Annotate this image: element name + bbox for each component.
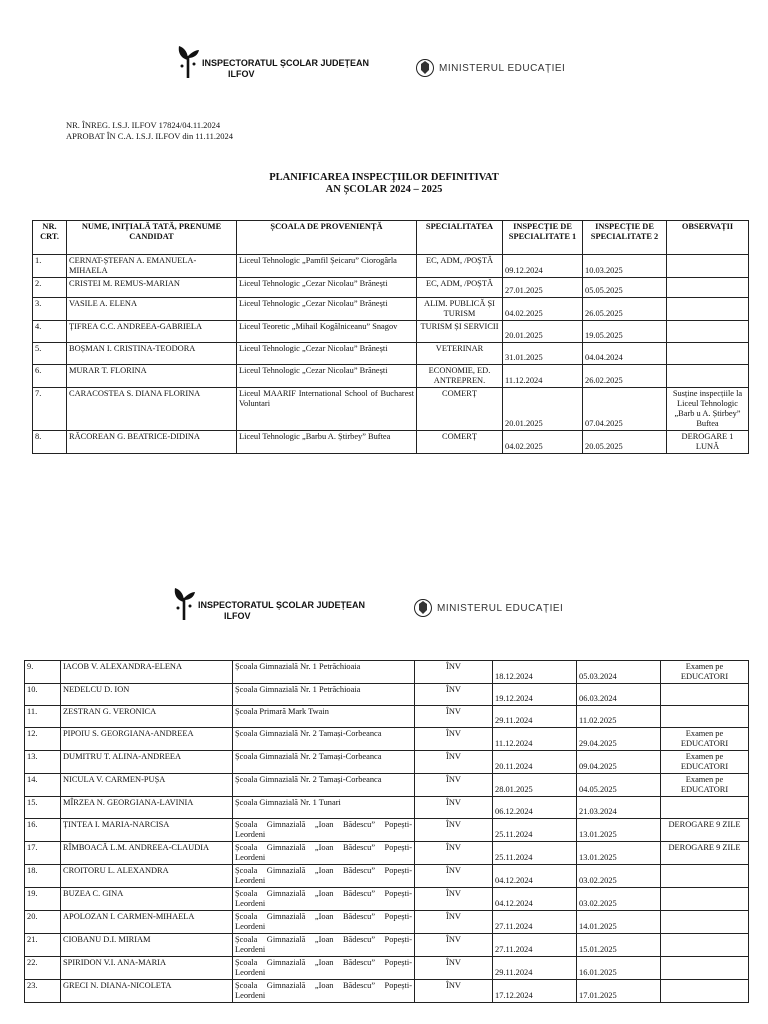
- cell-inspection-2-date: 16.01.2025: [577, 957, 661, 980]
- cell-specialty: ÎNV: [415, 706, 493, 728]
- inspectorate-county: ILFOV: [224, 611, 251, 621]
- cell-observations: [667, 321, 749, 343]
- cell-observations: DEROGARE 1 LUNĂ: [667, 431, 749, 454]
- document-meta: [66, 120, 233, 142]
- cell-inspection-1-date: 31.01.2025: [503, 343, 583, 365]
- inspectorate-logo-page-2: [172, 586, 365, 622]
- cell-inspection-1-date: 19.12.2024: [493, 684, 577, 706]
- cell-candidate-name: CIOBANU D.I. MIRIAM: [61, 934, 233, 957]
- table-row: [33, 321, 749, 343]
- cell-inspection-1-date: 04.12.2024: [493, 888, 577, 911]
- cell-specialty: COMERȚ: [417, 431, 503, 454]
- cell-specialty: ÎNV: [415, 888, 493, 911]
- cell-candidate-name: MÎRZEA N. GEORGIANA-LAVINIA: [61, 797, 233, 819]
- cell-specialty: ÎNV: [415, 819, 493, 842]
- cell-nr: 9.: [25, 661, 61, 684]
- cell-observations: [661, 706, 749, 728]
- cell-specialty: ÎNV: [415, 774, 493, 797]
- cell-specialty: EC, ADM, /POȘTĂ: [417, 255, 503, 278]
- header-inspection-1: INSPECȚIE DE SPECIALITATE 1: [503, 221, 583, 255]
- cell-inspection-2-date: 04.05.2025: [577, 774, 661, 797]
- cell-nr: 18.: [25, 865, 61, 888]
- cell-inspection-2-date: 10.03.2025: [583, 255, 667, 278]
- cell-candidate-name: RÎMBOACĂ L.M. ANDREEA-CLAUDIA: [61, 842, 233, 865]
- table-row: [33, 343, 749, 365]
- cell-candidate-name: APOLOZAN I. CARMEN-MIHAELA: [61, 911, 233, 934]
- cell-nr: 16.: [25, 819, 61, 842]
- cell-specialty: ÎNV: [415, 728, 493, 751]
- cell-inspection-2-date: 15.01.2025: [577, 934, 661, 957]
- document-title: [0, 172, 768, 196]
- cell-candidate-name: BUZEA C. GINA: [61, 888, 233, 911]
- cell-candidate-name: NICULA V. CARMEN-PUȘA: [61, 774, 233, 797]
- cell-inspection-2-date: 21.03.2024: [577, 797, 661, 819]
- cell-nr: 2.: [33, 278, 67, 298]
- table-row: [25, 728, 749, 751]
- cell-candidate-name: GRECI N. DIANA-NICOLETA: [61, 980, 233, 1003]
- cell-nr: 17.: [25, 842, 61, 865]
- cell-inspection-2-date: 09.04.2025: [577, 751, 661, 774]
- cell-observations: [667, 278, 749, 298]
- cell-school: Școala Gimnazială Nr. 2 Tamași-Corbeanca: [233, 728, 415, 751]
- table-row: [33, 365, 749, 388]
- cell-nr: 22.: [25, 957, 61, 980]
- cell-inspection-2-date: 05.05.2025: [583, 278, 667, 298]
- cell-inspection-1-date: 20.01.2025: [503, 388, 583, 431]
- cell-candidate-name: VASILE A. ELENA: [67, 298, 237, 321]
- cell-specialty: ECONOMIE, ED. ANTREPREN.: [417, 365, 503, 388]
- cell-inspection-1-date: 04.02.2025: [503, 431, 583, 454]
- cell-school: Școala Gimnazială „Ioan Bădescu” Popești-Leordeni: [233, 957, 415, 980]
- cell-inspection-1-date: 04.12.2024: [493, 865, 577, 888]
- cell-inspection-2-date: 03.02.2025: [577, 888, 661, 911]
- cell-inspection-2-date: 20.05.2025: [583, 431, 667, 454]
- table-row: [33, 298, 749, 321]
- inspectorate-logo: [176, 44, 369, 80]
- cell-school: Școala Gimnazială Nr. 1 Petrăchioaia: [233, 661, 415, 684]
- cell-school: Școala Gimnazială „Ioan Bădescu” Popești-Leordeni: [233, 980, 415, 1003]
- inspection-table-page-1: [32, 220, 749, 454]
- cell-school: Liceul Tehnologic „Cezar Nicolau” Brănești: [237, 278, 417, 298]
- table-row: [25, 888, 749, 911]
- cell-observations: [667, 298, 749, 321]
- table-row: [33, 255, 749, 278]
- cell-inspection-2-date: 26.05.2025: [583, 298, 667, 321]
- cell-inspection-2-date: 17.01.2025: [577, 980, 661, 1003]
- cell-nr: 4.: [33, 321, 67, 343]
- cell-inspection-1-date: 28.01.2025: [493, 774, 577, 797]
- cell-inspection-2-date: 13.01.2025: [577, 842, 661, 865]
- table-row: [25, 842, 749, 865]
- cell-school: Liceul Tehnologic „Cezar Nicolau” Brănești: [237, 365, 417, 388]
- cell-specialty: ÎNV: [415, 684, 493, 706]
- cell-inspection-1-date: 29.11.2024: [493, 706, 577, 728]
- cell-school: Școala Gimnazială Nr. 1 Tunari: [233, 797, 415, 819]
- cell-observations: [661, 797, 749, 819]
- inspectorate-name: INSPECTORATUL ȘCOLAR JUDEȚEAN: [202, 58, 370, 68]
- cell-observations: [661, 888, 749, 911]
- cell-nr: 10.: [25, 684, 61, 706]
- cell-school: Școala Gimnazială Nr. 2 Tamași-Corbeanca: [233, 751, 415, 774]
- cell-nr: 1.: [33, 255, 67, 278]
- table-row: [25, 819, 749, 842]
- cell-nr: 13.: [25, 751, 61, 774]
- cell-inspection-2-date: 13.01.2025: [577, 819, 661, 842]
- cell-school: Liceul Teoretic „Mihail Kogălniceanu” Snagov: [237, 321, 417, 343]
- cell-observations: [667, 343, 749, 365]
- cell-observations: [661, 911, 749, 934]
- ministry-logo: [416, 58, 565, 78]
- cell-nr: 7.: [33, 388, 67, 431]
- cell-school: Școala Gimnazială „Ioan Bădescu” Popești-Leordeni: [233, 911, 415, 934]
- inspectorate-county: ILFOV: [228, 69, 255, 79]
- cell-nr: 15.: [25, 797, 61, 819]
- cell-inspection-1-date: 25.11.2024: [493, 819, 577, 842]
- cell-nr: 14.: [25, 774, 61, 797]
- header-nr: NR. CRT.: [33, 221, 67, 255]
- sprout-logo-icon: [172, 586, 196, 620]
- cell-specialty: EC, ADM, /POȘTĂ: [417, 278, 503, 298]
- cell-school: Liceul MAARIF International School of Bucharest Voluntari: [237, 388, 417, 431]
- cell-inspection-2-date: 29.04.2025: [577, 728, 661, 751]
- cell-candidate-name: CERNAT-ȘTEFAN A. EMANUELA-MIHAELA: [67, 255, 237, 278]
- cell-candidate-name: PIPOIU S. GEORGIANA-ANDREEA: [61, 728, 233, 751]
- ministry-logo-page-2: [414, 598, 563, 618]
- table-row: [25, 934, 749, 957]
- cell-inspection-1-date: 27.11.2024: [493, 911, 577, 934]
- table-header-row: [33, 221, 749, 255]
- table-row: [25, 684, 749, 706]
- cell-nr: 23.: [25, 980, 61, 1003]
- cell-inspection-1-date: 27.11.2024: [493, 934, 577, 957]
- cell-specialty: ÎNV: [415, 661, 493, 684]
- cell-candidate-name: ȚINTEA I. MARIA-NARCISA: [61, 819, 233, 842]
- cell-inspection-2-date: 04.04.2024: [583, 343, 667, 365]
- cell-candidate-name: RĂCOREAN G. BEATRICE-DIDINA: [67, 431, 237, 454]
- cell-inspection-2-date: 05.03.2024: [577, 661, 661, 684]
- cell-school: Liceul Tehnologic „Pamfil Șeicaru” Ciorogârla: [237, 255, 417, 278]
- cell-observations: [667, 365, 749, 388]
- cell-nr: 20.: [25, 911, 61, 934]
- cell-nr: 5.: [33, 343, 67, 365]
- cell-nr: 12.: [25, 728, 61, 751]
- cell-observations: Examen pe EDUCATORI: [661, 774, 749, 797]
- cell-school: Școala Gimnazială „Ioan Bădescu” Popești-Leordeni: [233, 865, 415, 888]
- cell-candidate-name: BOȘMAN I. CRISTINA-TEODORA: [67, 343, 237, 365]
- registration-number: NR. ÎNREG. I.S.J. ILFOV 17824/04.11.2024: [66, 120, 221, 130]
- cell-observations: [661, 980, 749, 1003]
- cell-school: Școala Gimnazială Nr. 1 Petrăchioaia: [233, 684, 415, 706]
- cell-candidate-name: CARACOSTEA S. DIANA FLORINA: [67, 388, 237, 431]
- cell-nr: 3.: [33, 298, 67, 321]
- cell-candidate-name: ZESTRAN G. VERONICA: [61, 706, 233, 728]
- cell-candidate-name: DUMITRU T. ALINA-ANDREEA: [61, 751, 233, 774]
- cell-observations: DEROGARE 9 ZILE: [661, 819, 749, 842]
- table-row: [25, 957, 749, 980]
- coat-of-arms-icon: [416, 58, 434, 78]
- cell-specialty: TURISM ȘI SERVICII: [417, 321, 503, 343]
- cell-inspection-1-date: 25.11.2024: [493, 842, 577, 865]
- cell-specialty: COMERȚ: [417, 388, 503, 431]
- table-row: [25, 865, 749, 888]
- cell-specialty: ÎNV: [415, 957, 493, 980]
- cell-specialty: ÎNV: [415, 980, 493, 1003]
- cell-inspection-2-date: 19.05.2025: [583, 321, 667, 343]
- inspectorate-name: INSPECTORATUL ȘCOLAR JUDEȚEAN: [198, 600, 366, 610]
- ministry-name: MINISTERUL EDUCAȚIEI: [439, 62, 566, 74]
- header-school: ȘCOALA DE PROVENIENȚĂ: [237, 221, 417, 255]
- cell-inspection-2-date: 26.02.2025: [583, 365, 667, 388]
- cell-inspection-1-date: 11.12.2024: [493, 728, 577, 751]
- header-inspection-2: INSPECȚIE DE SPECIALITATE 2: [583, 221, 667, 255]
- cell-specialty: ÎNV: [415, 842, 493, 865]
- cell-school: Liceul Tehnologic „Cezar Nicolau” Brănești: [237, 298, 417, 321]
- cell-candidate-name: CROITORU L. ALEXANDRA: [61, 865, 233, 888]
- cell-inspection-1-date: 09.12.2024: [503, 255, 583, 278]
- cell-school: Școala Gimnazială „Ioan Bădescu” Popești-Leordeni: [233, 842, 415, 865]
- table-row: [25, 980, 749, 1003]
- cell-school: Liceul Tehnologic „Cezar Nicolau” Brănești: [237, 343, 417, 365]
- cell-observations: DEROGARE 9 ZILE: [661, 842, 749, 865]
- cell-candidate-name: CRISTEI M. REMUS-MARIAN: [67, 278, 237, 298]
- cell-school: Școala Gimnazială „Ioan Bădescu” Popești-Leordeni: [233, 888, 415, 911]
- cell-nr: 11.: [25, 706, 61, 728]
- cell-observations: Examen pe EDUCATORI: [661, 728, 749, 751]
- title-line-2: AN ȘCOLAR 2024 – 2025: [325, 184, 443, 195]
- cell-inspection-1-date: 29.11.2024: [493, 957, 577, 980]
- cell-observations: [661, 865, 749, 888]
- table-row: [25, 706, 749, 728]
- table-row: [33, 278, 749, 298]
- cell-inspection-2-date: 03.02.2025: [577, 865, 661, 888]
- cell-inspection-2-date: 07.04.2025: [583, 388, 667, 431]
- cell-inspection-2-date: 11.02.2025: [577, 706, 661, 728]
- cell-school: Școala Gimnazială „Ioan Bădescu” Popești-Leordeni: [233, 819, 415, 842]
- cell-candidate-name: SPIRIDON V.I. ANA-MARIA: [61, 957, 233, 980]
- cell-specialty: ÎNV: [415, 865, 493, 888]
- cell-observations: Examen pe EDUCATORI: [661, 751, 749, 774]
- cell-observations: [661, 957, 749, 980]
- cell-inspection-1-date: 17.12.2024: [493, 980, 577, 1003]
- cell-observations: Susține inspecțiile la Liceul Tehnologic „Barb u A. Știrbey” Buftea: [667, 388, 749, 431]
- inspection-table-page-2: [24, 660, 749, 1003]
- cell-specialty: ÎNV: [415, 751, 493, 774]
- cell-school: Liceul Tehnologic „Barbu A. Știrbey” Buftea: [237, 431, 417, 454]
- cell-nr: 6.: [33, 365, 67, 388]
- table-row: [25, 911, 749, 934]
- cell-candidate-name: IACOB V. ALEXANDRA-ELENA: [61, 661, 233, 684]
- header-name: NUME, INIȚIALĂ TATĂ, PRENUME CANDIDAT: [67, 221, 237, 255]
- table-row: [25, 774, 749, 797]
- cell-specialty: ÎNV: [415, 911, 493, 934]
- cell-school: Școala Gimnazială „Ioan Bădescu” Popești-Leordeni: [233, 934, 415, 957]
- cell-school: Școala Gimnazială Nr. 2 Tamași-Corbeanca: [233, 774, 415, 797]
- cell-school: Școala Primară Mark Twain: [233, 706, 415, 728]
- ministry-name: MINISTERUL EDUCAȚIEI: [437, 602, 564, 614]
- cell-inspection-1-date: 06.12.2024: [493, 797, 577, 819]
- cell-inspection-2-date: 14.01.2025: [577, 911, 661, 934]
- cell-nr: 8.: [33, 431, 67, 454]
- cell-inspection-1-date: 04.02.2025: [503, 298, 583, 321]
- cell-observations: Examen pe EDUCATORI: [661, 661, 749, 684]
- coat-of-arms-icon: [414, 598, 432, 618]
- table-row: [25, 661, 749, 684]
- table-row: [33, 431, 749, 454]
- cell-inspection-1-date: 11.12.2024: [503, 365, 583, 388]
- approval-note: APROBAT ÎN C.A. I.S.J. ILFOV din 11.11.2024: [66, 131, 233, 141]
- cell-observations: [661, 684, 749, 706]
- cell-candidate-name: ȚIFREA C.C. ANDREEA-GABRIELA: [67, 321, 237, 343]
- cell-observations: [667, 255, 749, 278]
- table-row: [33, 388, 749, 431]
- cell-inspection-1-date: 20.11.2024: [493, 751, 577, 774]
- cell-inspection-1-date: 27.01.2025: [503, 278, 583, 298]
- cell-specialty: VETERINAR: [417, 343, 503, 365]
- table-row: [25, 751, 749, 774]
- table-row: [25, 797, 749, 819]
- cell-specialty: ALIM. PUBLICĂ ȘI TURISM: [417, 298, 503, 321]
- cell-candidate-name: NEDELCU D. ION: [61, 684, 233, 706]
- cell-nr: 19.: [25, 888, 61, 911]
- cell-inspection-1-date: 18.12.2024: [493, 661, 577, 684]
- cell-inspection-1-date: 20.01.2025: [503, 321, 583, 343]
- title-line-1: PLANIFICAREA INSPECȚIILOR DEFINITIVAT: [269, 172, 499, 183]
- header-specialty: SPECIALITATEA: [417, 221, 503, 255]
- cell-specialty: ÎNV: [415, 934, 493, 957]
- header-observations: OBSERVAȚII: [667, 221, 749, 255]
- cell-observations: [661, 934, 749, 957]
- cell-inspection-2-date: 06.03.2024: [577, 684, 661, 706]
- sprout-logo-icon: [176, 44, 200, 78]
- cell-candidate-name: MURAR T. FLORINA: [67, 365, 237, 388]
- cell-nr: 21.: [25, 934, 61, 957]
- cell-specialty: ÎNV: [415, 797, 493, 819]
